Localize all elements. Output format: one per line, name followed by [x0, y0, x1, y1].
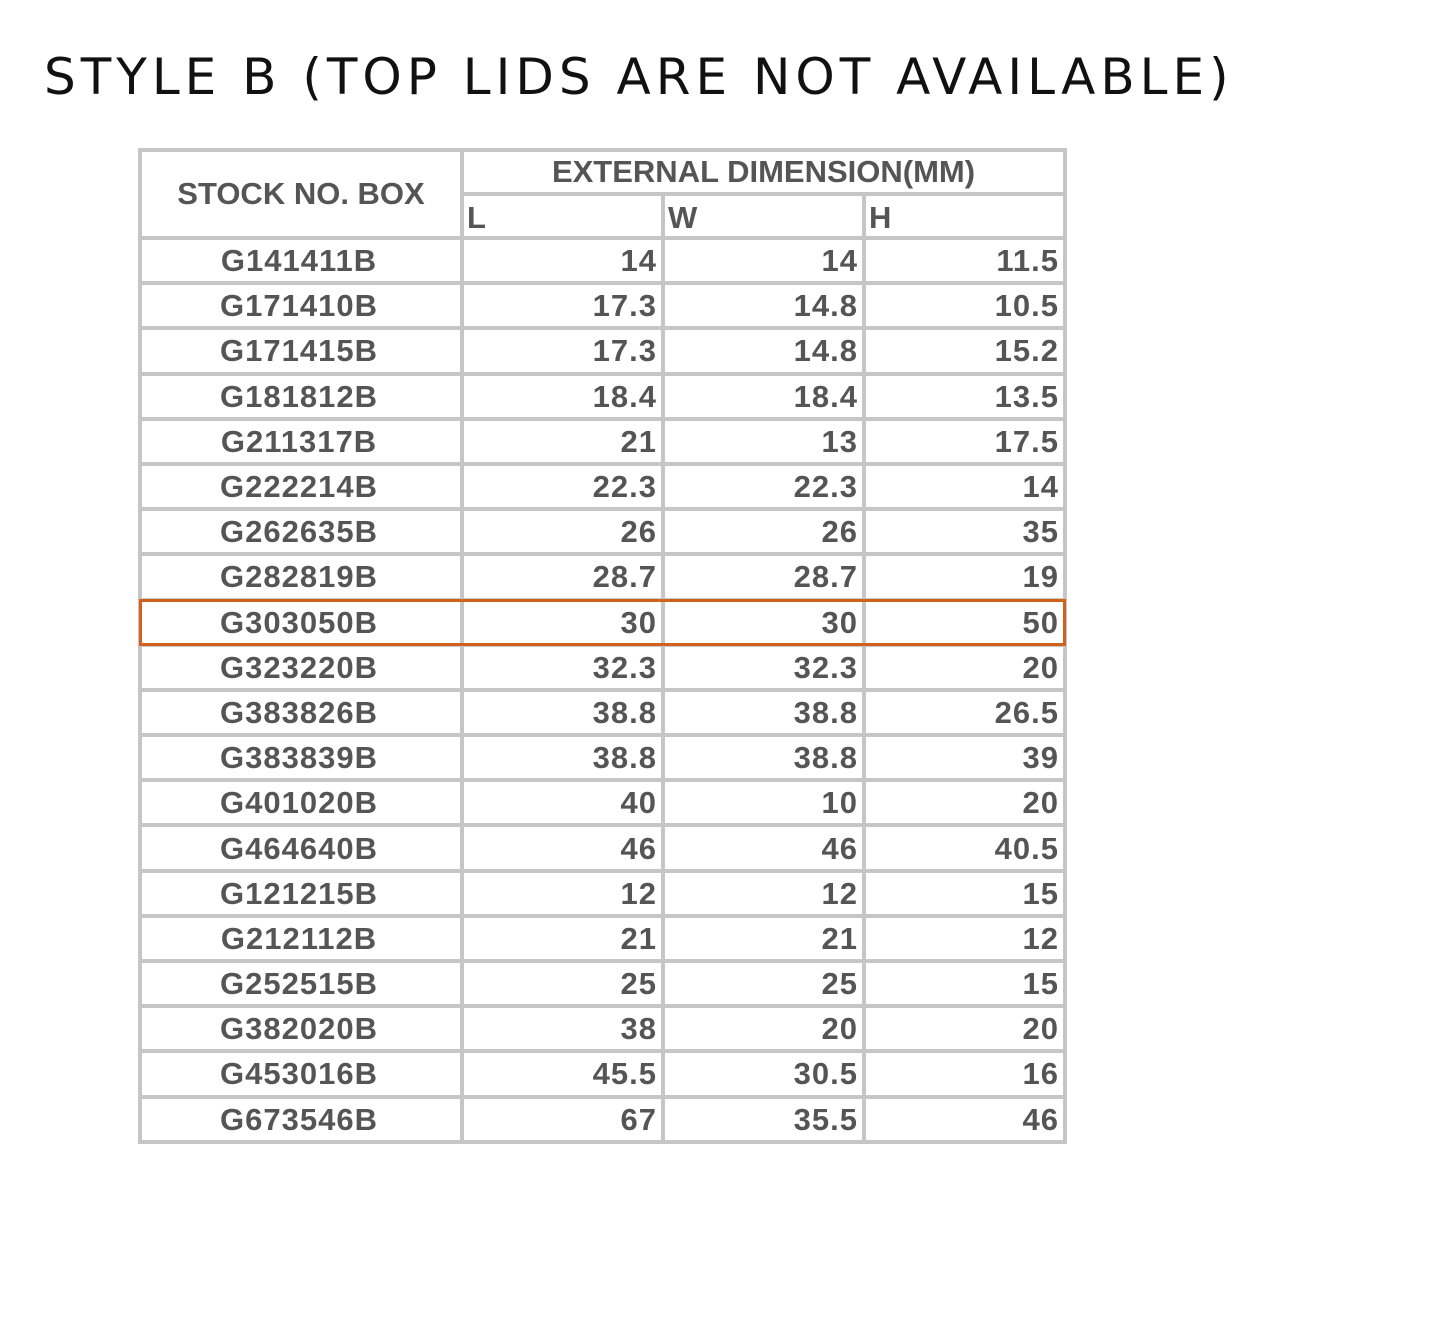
width-cell: 22.3	[665, 466, 862, 507]
table-body	[142, 240, 1063, 1140]
header-row-top	[142, 152, 1063, 192]
length-cell: 45.5	[464, 1053, 661, 1094]
stock-number-cell: G383826B	[142, 692, 460, 733]
width-cell: 18.4	[665, 376, 862, 417]
height-cell: 39	[866, 737, 1063, 778]
length-cell: 38.8	[464, 737, 661, 778]
width-cell: 38.8	[665, 737, 862, 778]
table-row	[142, 511, 1063, 552]
stock-number-cell: G262635B	[142, 511, 460, 552]
table-row	[142, 737, 1063, 778]
length-cell: 46	[464, 827, 661, 868]
width-cell: 32.3	[665, 647, 862, 688]
external-dimension-header: EXTERNAL DIMENSION(MM)	[464, 152, 1063, 192]
width-cell: 26	[665, 511, 862, 552]
width-cell: 13	[665, 421, 862, 462]
length-cell: 12	[464, 873, 661, 914]
stock-number-cell: G453016B	[142, 1053, 460, 1094]
length-cell: 25	[464, 963, 661, 1004]
length-cell: 30	[464, 602, 661, 643]
table-row	[142, 647, 1063, 688]
height-cell: 20	[866, 647, 1063, 688]
width-cell: 21	[665, 918, 862, 959]
table-row	[142, 1008, 1063, 1049]
stock-number-cell: G383839B	[142, 737, 460, 778]
stock-number-cell: G401020B	[142, 782, 460, 823]
length-cell: 32.3	[464, 647, 661, 688]
width-header: W	[665, 196, 862, 236]
length-cell: 21	[464, 421, 661, 462]
length-cell: 67	[464, 1099, 661, 1140]
stock-number-cell: G464640B	[142, 827, 460, 868]
height-cell: 20	[866, 1008, 1063, 1049]
table-row	[142, 963, 1063, 1004]
stock-dimension-table	[138, 148, 1067, 1144]
width-cell: 14.8	[665, 285, 862, 326]
stock-number-cell: G181812B	[142, 376, 460, 417]
width-cell: 30	[665, 602, 862, 643]
table-row	[142, 330, 1063, 371]
width-cell: 12	[665, 873, 862, 914]
height-cell: 14	[866, 466, 1063, 507]
length-cell: 40	[464, 782, 661, 823]
length-cell: 28.7	[464, 556, 661, 597]
table-row	[142, 376, 1063, 417]
height-cell: 20	[866, 782, 1063, 823]
length-cell: 38.8	[464, 692, 661, 733]
table-row	[142, 782, 1063, 823]
length-cell: 14	[464, 240, 661, 281]
height-cell: 35	[866, 511, 1063, 552]
width-cell: 20	[665, 1008, 862, 1049]
height-cell: 10.5	[866, 285, 1063, 326]
width-cell: 35.5	[665, 1099, 862, 1140]
stock-number-cell: G171415B	[142, 330, 460, 371]
table-row	[142, 240, 1063, 281]
table-row	[142, 1099, 1063, 1140]
stock-number-cell: G323220B	[142, 647, 460, 688]
height-cell: 15.2	[866, 330, 1063, 371]
stock-no-header: STOCK NO. BOX	[142, 152, 460, 236]
table-row	[142, 285, 1063, 326]
stock-number-cell: G121215B	[142, 873, 460, 914]
table-header	[142, 152, 1063, 236]
stock-number-cell: G222214B	[142, 466, 460, 507]
length-cell: 38	[464, 1008, 661, 1049]
table-row	[142, 692, 1063, 733]
width-cell: 28.7	[665, 556, 862, 597]
stock-number-cell: G211317B	[142, 421, 460, 462]
length-cell: 21	[464, 918, 661, 959]
length-cell: 18.4	[464, 376, 661, 417]
table-row	[142, 918, 1063, 959]
table-row	[142, 421, 1063, 462]
height-cell: 15	[866, 873, 1063, 914]
height-cell: 11.5	[866, 240, 1063, 281]
stock-number-cell: G282819B	[142, 556, 460, 597]
stock-number-cell: G252515B	[142, 963, 460, 1004]
length-header: L	[464, 196, 661, 236]
width-cell: 46	[665, 827, 862, 868]
table-row	[142, 556, 1063, 597]
width-cell: 14.8	[665, 330, 862, 371]
height-cell: 15	[866, 963, 1063, 1004]
height-cell: 46	[866, 1099, 1063, 1140]
height-cell: 13.5	[866, 376, 1063, 417]
stock-number-cell: G673546B	[142, 1099, 460, 1140]
length-cell: 22.3	[464, 466, 661, 507]
table-row	[142, 873, 1063, 914]
length-cell: 17.3	[464, 285, 661, 326]
width-cell: 25	[665, 963, 862, 1004]
height-header: H	[866, 196, 1063, 236]
height-cell: 26.5	[866, 692, 1063, 733]
height-cell: 19	[866, 556, 1063, 597]
height-cell: 17.5	[866, 421, 1063, 462]
width-cell: 30.5	[665, 1053, 862, 1094]
height-cell: 40.5	[866, 827, 1063, 868]
length-cell: 26	[464, 511, 661, 552]
table-row	[142, 466, 1063, 507]
length-cell: 17.3	[464, 330, 661, 371]
page-title: STYLE B (TOP LIDS ARE NOT AVAILABLE)	[44, 48, 1234, 106]
height-cell: 16	[866, 1053, 1063, 1094]
height-cell: 12	[866, 918, 1063, 959]
stock-number-cell: G303050B	[142, 602, 460, 643]
width-cell: 38.8	[665, 692, 862, 733]
width-cell: 10	[665, 782, 862, 823]
stock-number-cell: G382020B	[142, 1008, 460, 1049]
height-cell: 50	[866, 602, 1063, 643]
table-row	[142, 1053, 1063, 1094]
stock-number-cell: G171410B	[142, 285, 460, 326]
stock-number-cell: G141411B	[142, 240, 460, 281]
width-cell: 14	[665, 240, 862, 281]
stock-number-cell: G212112B	[142, 918, 460, 959]
table-row-highlighted	[142, 602, 1063, 643]
table-row	[142, 827, 1063, 868]
